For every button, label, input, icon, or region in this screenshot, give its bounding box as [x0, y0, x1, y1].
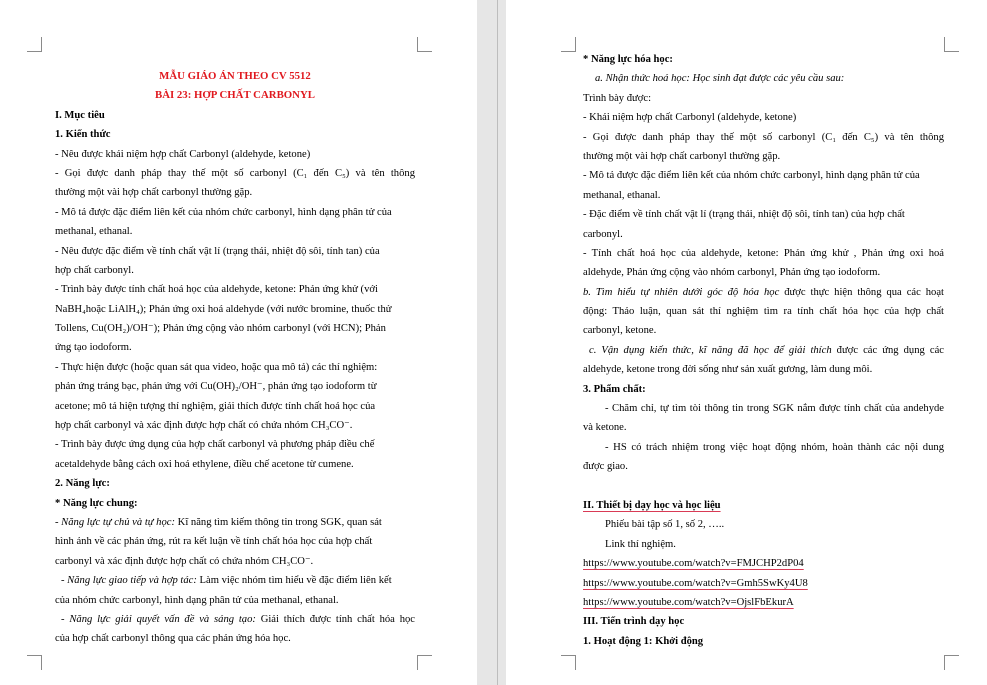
paragraph-line: - HS có trách nhiệm trong việc hoạt động nhóm, hoàn thành các nội dung [605, 441, 944, 453]
paragraph-line: phản ứng tráng bạc, phản ứng với Cu(OH)₂/OH⁻, phản ứng tạo iodoform từ [55, 381, 377, 393]
paragraph-line: - Đặc điểm về tính chất vật lí (trạng thái, nhiệt độ sôi, tính tan) của hợp chất [583, 209, 905, 221]
worksheet-line: Phiếu bài tập số 1, số 2, ….. [605, 519, 725, 531]
competency-label: - Năng lực giải quyết vấn đề và sáng tạo: [61, 613, 256, 625]
paragraph-line: carbonyl và xác định được hợp chất có chứa nhóm CH₃CO⁻. [55, 555, 314, 567]
paragraph-line [55, 513, 415, 532]
crop-mark-top-right [944, 37, 959, 52]
right-page-text[interactable] [583, 50, 944, 651]
left-page-text[interactable] [55, 67, 415, 649]
crop-mark-top-right [417, 37, 432, 52]
paragraph-line: của nhóm chức carbonyl, hình dạng phân tử của methanal, ethanal. [55, 594, 339, 606]
paragraph-line: - Thực hiện được (hoặc quan sát qua video, hoặc qua mô tả) các thí nghiệm: [55, 361, 378, 373]
paragraph-line: - Tính chất hoá học của aldehyde, ketone: Phản ứng khử , Phản ứng oxi hoá [583, 247, 944, 259]
heading-knowledge: 1. Kiến thức [55, 129, 111, 141]
heading-equipment: II. Thiết bị dạy học và học liệu [583, 499, 721, 511]
subsection-label: c. Vận dụng kiến thức, kĩ năng đã học để giải thích [589, 344, 832, 356]
competency-text: Làm việc nhóm tìm hiểu về đặc điểm liên kết [196, 575, 392, 587]
paragraph-line: - Trình bày được ứng dụng của hợp chất carbonyl và phương pháp điều chế [55, 439, 375, 451]
crop-mark-bottom-left [27, 655, 42, 670]
paragraph-line: acetone; mô tả hiện tượng thí nghiệm, giải thích được tính chất hoá học của [55, 400, 376, 412]
paragraph-line: - Trình bày được tính chất hoá học của aldehyde, ketone: Phản ứng khử (với [55, 284, 378, 296]
paragraph-line: của hợp chất carbonyl thông qua các phản ứng hóa học. [55, 633, 291, 645]
paragraph-line: carbonyl, ketone. [583, 325, 657, 337]
youtube-link-3[interactable]: https://www.youtube.com/watch?v=OjslFbEkurA [583, 596, 794, 608]
paragraph-line: thường một vài hợp chất carbonyl thường gặp. [55, 187, 253, 199]
paragraph-line: acetaldehyde bằng cách oxi hoá ethylene, điều chế acetone từ cumene. [55, 458, 354, 470]
paragraph-line: carbonyl. [583, 228, 623, 240]
document-title: MẪU GIÁO ÁN THEO CV 5512 [159, 70, 311, 82]
paragraph-line: aldehyde, Phản ứng cộng vào nhóm carbonyl, Phản ứng tạo iodoform. [583, 267, 881, 279]
competency-text: Giải thích được tính chất hóa học [255, 613, 415, 625]
paragraph-line: hợp chất carbonyl. [55, 264, 134, 276]
heading-competency: 2. Năng lực: [55, 478, 110, 490]
subsection-label: b. Tìm hiểu tự nhiên dưới góc độ hóa học [583, 286, 780, 298]
paragraph-line: methanal, ethanal. [583, 189, 661, 201]
competency-label: - Năng lực tự chủ và tự học: [55, 516, 176, 528]
paragraph-line: methanal, ethanal. [55, 226, 133, 238]
paragraph-line [583, 283, 944, 302]
paragraph-line [55, 610, 415, 629]
document-page-left [0, 0, 477, 685]
heading-general-competency: * Năng lực chung: [55, 497, 138, 509]
paragraph-line: ứng tạo iodoform. [55, 342, 132, 354]
paragraph-line: NaBH₄hoặc LiAlH₄); Phản ứng oxi hoá aldehyde (với nước bromine, thuốc thử [55, 303, 392, 315]
paragraph-line: động: Thảo luận, quan sát thí nghiệm tìm ra tính chất hóa học của hợp chất [583, 306, 944, 318]
heading-activity-1: 1. Hoạt động 1: Khởi động [583, 635, 704, 647]
blank-line [583, 477, 944, 496]
experiment-links-label: Link thí nghiệm. [605, 538, 676, 550]
lesson-title: BÀI 23: HỢP CHẤT CARBONYL [155, 89, 315, 102]
paragraph-line: - Nêu được đặc điểm về tính chất vật lí (trạng thái, nhiệt độ sôi, tính tan) của [55, 245, 380, 257]
paragraph-line: Trình bày được: [583, 92, 652, 104]
page-gap [477, 0, 506, 685]
paragraph-line: - Chăm chỉ, tự tìm tòi thông tin trong SGK nắm được tính chất của andehyde [605, 403, 944, 415]
paragraph-line: a. Nhận thức hoá học: Học sinh đạt được các yêu cầu sau: [595, 73, 845, 85]
paragraph-line: được giao. [583, 461, 628, 473]
paragraph-line: - Mô tả được đặc điểm liên kết của nhóm chức carbonyl, hình dạng phân tử của [583, 170, 920, 182]
subsection-text: được thực hiện thông qua các hoạt [779, 286, 944, 298]
competency-text: Kĩ năng tìm kiếm thông tin trong SGK, quan sát [175, 516, 382, 528]
paragraph-line [583, 341, 944, 360]
youtube-link-2[interactable]: https://www.youtube.com/watch?v=Gmh5SwKy4U8 [583, 577, 808, 589]
subsection-text: được các ứng dụng các [831, 344, 944, 356]
crop-mark-top-left [27, 37, 42, 52]
paragraph-line: - Khái niệm hợp chất Carbonyl (aldehyde, ketone) [583, 112, 797, 124]
heading-objectives: I. Mục tiêu [55, 109, 105, 121]
heading-teaching-process: III. Tiến trình dạy học [583, 616, 685, 628]
paragraph-line [55, 571, 415, 590]
paragraph-line: và ketone. [583, 422, 627, 434]
paragraph-line: Tollens, Cu(OH₂)/OH⁻); Phản ứng cộng vào nhóm carbonyl (với HCN); Phản [55, 323, 386, 335]
heading-qualities: 3. Phẩm chất: [583, 383, 646, 395]
crop-mark-bottom-left [561, 655, 576, 670]
crop-mark-top-left [561, 37, 576, 52]
paragraph-line: aldehyde, ketone trong đời sống như sản xuất gương, làm dung môi. [583, 364, 873, 376]
heading-chemistry-competency: * Năng lực hóa học: [583, 54, 673, 65]
youtube-link-1[interactable]: https://www.youtube.com/watch?v=FMJCHP2dP04 [583, 558, 804, 570]
page-divider [497, 0, 498, 685]
crop-mark-bottom-right [944, 655, 959, 670]
crop-mark-bottom-right [417, 655, 432, 670]
paragraph-line: - Mô tả được đặc điểm liên kết của nhóm chức carbonyl, hình dạng phân tử của [55, 206, 392, 218]
paragraph-line: - Nêu được khái niệm hợp chất Carbonyl (aldehyde, ketone) [55, 148, 311, 160]
paragraph-line: hợp chất carbonyl và xác định được hợp chất có chứa nhóm CH₃CO⁻. [55, 420, 353, 432]
paragraph-line: hình ảnh về các phản ứng, rút ra kết luận về tính chất hóa học của hợp chất [55, 536, 373, 548]
paragraph-line: - Gọi được danh pháp thay thế một số carbonyl (C₁ đến C₅) và tên thông [583, 131, 944, 143]
competency-label: - Năng lực giao tiếp và hợp tác: [61, 575, 197, 587]
document-page-right [506, 0, 987, 685]
paragraph-line: thường một vài hợp chất carbonyl thường gặp. [583, 150, 781, 162]
paragraph-line: - Gọi được danh pháp thay thế một số carbonyl (C₁ đến C₅) và tên thông [55, 167, 415, 179]
